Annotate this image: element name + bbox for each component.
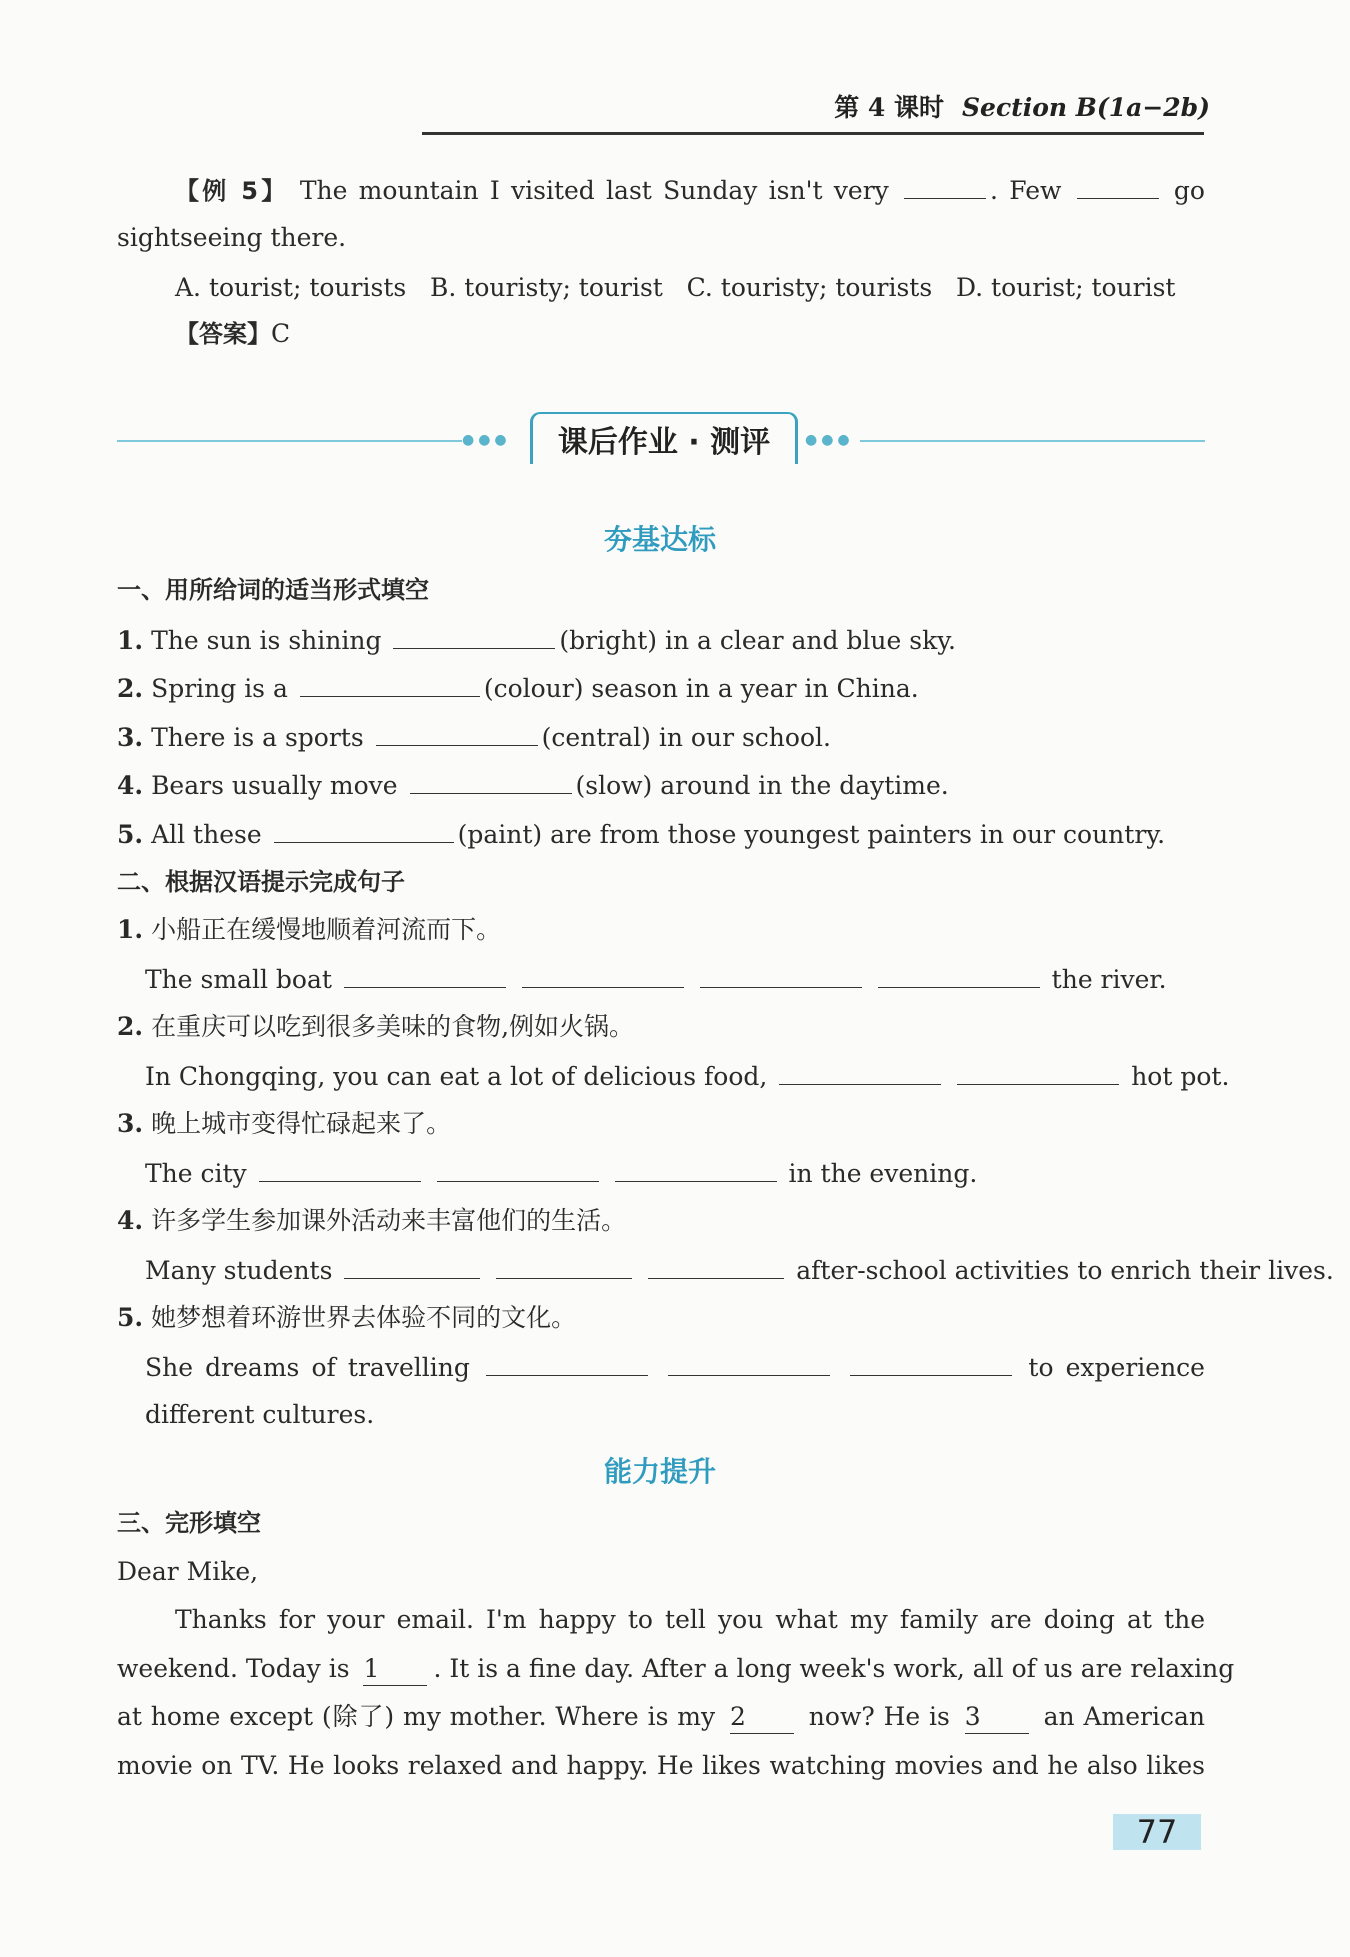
letter-text: now? He is: [808, 1702, 950, 1731]
item-chinese: 她梦想着环游世界去体验不同的文化。: [151, 1303, 577, 1332]
answer-value: C: [271, 319, 291, 348]
banner-line-left: [117, 440, 462, 442]
banner-dots-right: ●●●: [805, 432, 854, 448]
letter-text: . It is a fine day. After a long week's work, all of us are relaxing: [433, 1654, 1235, 1683]
item-text: (bright) in a clear and blue sky.: [559, 626, 956, 655]
part2-item-2-en: [145, 1060, 1230, 1093]
item-text: She dreams of travelling: [145, 1353, 470, 1382]
part2-title: 二、根据汉语提示完成句子: [117, 868, 405, 896]
item-text: after-school activities to enrich their lives.: [796, 1256, 1334, 1285]
lesson-label: 第 4 课时: [834, 93, 944, 122]
item-number: 5.: [117, 1303, 144, 1332]
item-number: 5.: [117, 820, 144, 849]
section-label: Section B(1a−2b): [962, 93, 1210, 122]
answer-blank: [376, 721, 538, 746]
part1-title: 一、用所给词的适当形式填空: [117, 576, 429, 604]
part1-item-2: [117, 672, 1205, 705]
page-number: 77: [1113, 1814, 1201, 1850]
item-number: 2.: [117, 674, 144, 703]
item-chinese: 晚上城市变得忙碌起来了。: [151, 1109, 452, 1138]
item-text: hot pot.: [1131, 1062, 1230, 1091]
answer-blank: [486, 1351, 648, 1376]
example-text-c: go: [1173, 176, 1205, 205]
item-text: The city: [145, 1159, 247, 1188]
item-number: 2.: [117, 1012, 144, 1041]
example-blank-1: [904, 174, 986, 199]
item-text: In Chongqing, you can eat a lot of delicious food,: [145, 1062, 768, 1091]
answer-blank: [779, 1060, 941, 1085]
cloze-blank-1: 1: [363, 1653, 427, 1686]
part2-item-1-en: [145, 963, 1205, 996]
answer-blank: [648, 1254, 784, 1279]
item-number: 4.: [117, 771, 144, 800]
part2-item-5-en: [145, 1351, 1205, 1384]
part2-item-3-en: [145, 1157, 1205, 1190]
answer-blank: [410, 769, 572, 794]
item-text: (central) in our school.: [541, 723, 831, 752]
letter-text: weekend. Today is: [117, 1654, 350, 1683]
banner-dots-left: ●●●: [462, 432, 511, 448]
part2-item-4-cn: [117, 1205, 1205, 1237]
answer-blank: [300, 672, 480, 697]
answer-label: 【答案】: [175, 320, 271, 348]
item-chinese: 许多学生参加课外活动来丰富他们的生活。: [151, 1206, 627, 1235]
answer-blank: [615, 1157, 777, 1182]
example-options: A. tourist; tourists B. touristy; tourist C. touristy; tourists D. tourist; tourist: [175, 273, 1176, 302]
cloze-blank-2: 2: [730, 1701, 794, 1734]
item-text: in the evening.: [788, 1159, 978, 1188]
item-number: 1.: [117, 626, 144, 655]
letter-line-3: [117, 1701, 1205, 1734]
answer-blank: [437, 1157, 599, 1182]
example-line-2: sightseeing there.: [117, 223, 347, 252]
answer-blank: [393, 624, 555, 649]
part2-item-2-cn: [117, 1011, 1205, 1043]
answer-blank: [700, 963, 862, 988]
letter-greeting: Dear Mike,: [117, 1557, 259, 1586]
example-blank-2: [1077, 174, 1159, 199]
example-label: 【例 5】: [175, 177, 289, 205]
letter-text: at home except (除了) my mother. Where is my: [117, 1702, 716, 1731]
part2-item-5-cn: [117, 1302, 1205, 1334]
item-number: 1.: [117, 915, 144, 944]
example-line-1: [175, 174, 1205, 207]
answer-blank: [522, 963, 684, 988]
part1-item-3: [117, 721, 1205, 754]
answer-blank: [344, 963, 506, 988]
cloze-blank-3: 3: [965, 1701, 1029, 1734]
example-answer: [175, 318, 1205, 350]
section-advanced-title: 能力提升: [603, 1455, 716, 1488]
item-text: the river.: [1051, 965, 1167, 994]
item-text: (colour) season in a year in China.: [483, 674, 919, 703]
item-number: 3.: [117, 1109, 144, 1138]
answer-blank: [957, 1060, 1119, 1085]
item-text: to experience: [1028, 1353, 1205, 1382]
letter-line-1: Thanks for your email. I'm happy to tell you what my family are doing at the: [175, 1605, 1205, 1634]
item-text: There is a sports: [151, 723, 364, 752]
part2-item-3-cn: [117, 1108, 1205, 1140]
item-text: The small boat: [145, 965, 332, 994]
item-text: Bears usually move: [151, 771, 398, 800]
page-header: [834, 88, 1210, 124]
part2-item-4-en: [145, 1254, 1334, 1287]
letter-line-4: movie on TV. He looks relaxed and happy. He likes watching movies and he also likes: [117, 1751, 1205, 1780]
item-text: (paint) are from those youngest painters in our country.: [457, 820, 1166, 849]
item-chinese: 在重庆可以吃到很多美味的食物,例如火锅。: [151, 1012, 635, 1041]
letter-text: an American: [1043, 1702, 1205, 1731]
part1-item-5: [117, 818, 1205, 851]
example-text-a: The mountain I visited last Sunday isn't very: [299, 176, 889, 205]
item-number: 4.: [117, 1206, 144, 1235]
item-text: All these: [151, 820, 262, 849]
part1-item-4: [117, 769, 1205, 802]
answer-blank: [878, 963, 1040, 988]
banner-line-right: [860, 440, 1205, 442]
homework-banner: 课后作业 · 测评: [530, 412, 798, 464]
answer-blank: [850, 1351, 1012, 1376]
answer-blank: [496, 1254, 632, 1279]
item-text: (slow) around in the daytime.: [575, 771, 949, 800]
header-rule: [422, 132, 1204, 135]
item-text: Spring is a: [151, 674, 288, 703]
part2-item-1-cn: [117, 914, 1205, 946]
letter-line-2: [117, 1653, 1235, 1686]
answer-blank: [259, 1157, 421, 1182]
answer-blank: [274, 818, 454, 843]
item-number: 3.: [117, 723, 144, 752]
part3-title: 三、完形填空: [117, 1509, 261, 1537]
part2-item-5-en-line2: different cultures.: [145, 1400, 375, 1429]
part1-item-1: [117, 624, 1205, 657]
example-text-b: . Few: [990, 176, 1062, 205]
item-chinese: 小船正在缓慢地顺着河流而下。: [151, 915, 502, 944]
answer-blank: [344, 1254, 480, 1279]
item-text: The sun is shining: [151, 626, 382, 655]
item-text: Many students: [145, 1256, 333, 1285]
section-basic-title: 夯基达标: [603, 523, 716, 556]
answer-blank: [668, 1351, 830, 1376]
